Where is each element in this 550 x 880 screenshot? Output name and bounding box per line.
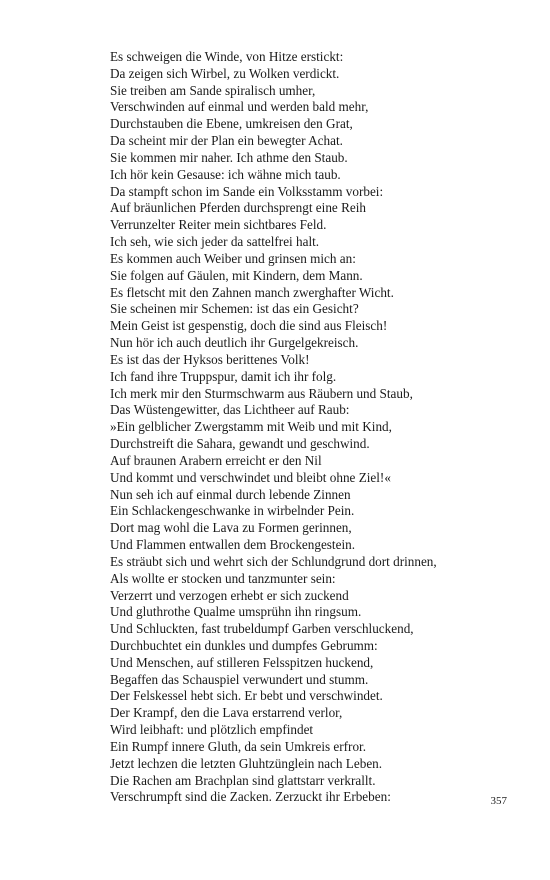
poem-line: Und kommt und verschwindet und bleibt ohne Ziel!« [110,469,391,485]
poem-line: Mein Geist ist gespenstig, doch die sind aus Fleisch! [110,318,388,334]
poem-line: Verschrumpft sind die Zacken. Zerzuckt ihr Erbeben: [110,789,391,805]
poem-line: »Ein gelblicher Zwergstamm mit Weib und mit Kind, [110,419,392,435]
poem-line: Ich hör kein Gesause: ich wähne mich taub. [110,166,341,182]
poem-line: Auf bräunlichen Pferden durchsprengt eine Reih [110,200,366,216]
poem-line: Ich seh, wie sich jeder da sattelfrei halt. [110,234,320,250]
poem-line: Es ist das der Hyksos berittenes Volk! [110,351,310,367]
poem-line: Begaffen das Schauspiel verwundert und stumm. [110,671,369,687]
poem-line: Es schweigen die Winde, von Hitze erstickt: [110,49,344,64]
poem-line: Durchbuchtet ein dunkles und dumpfes Gebrumm: [110,637,378,653]
poem-text-block [110,49,530,806]
poem-line: Die Rachen am Brachplan sind glattstarr verkrallt. [110,772,376,788]
poem-line: Ein Schlackengeschwanke in wirbelnder Pein. [110,503,355,519]
poem-line: Der Felskessel hebt sich. Er bebt und verschwindet. [110,688,383,704]
poem-line: Es sträubt sich und wehrt sich der Schlundgrund dort drinnen, [110,553,437,569]
poem-line: Durchstreift die Sahara, gewandt und geschwind. [110,436,370,452]
poem-line: Verschwinden auf einmal und werden bald mehr, [110,99,369,115]
poem-line: Verzerrt und verzogen erhebt er sich zuckend [110,587,349,603]
poem-line: Es fletscht mit den Zahnen manch zwerghafter Wicht. [110,284,394,300]
poem-line: Sie scheinen mir Schemen: ist das ein Gesicht? [110,301,359,317]
page-number: 357 [490,795,507,807]
poem-line: Da stampft schon im Sande ein Volksstamm vorbei: [110,183,384,199]
poem-line: Und Menschen, auf stilleren Felsspitzen huckend, [110,654,374,670]
poem-line: Da zeigen sich Wirbel, zu Wolken verdickt. [110,65,340,81]
poem-line: Sie folgen auf Gäulen, mit Kindern, dem Mann. [110,267,363,283]
poem-line: Und gluthrothe Qualme umsprühn ihn ringsum. [110,604,362,620]
poem-line: Und Flammen entwallen dem Brockengestein. [110,537,356,553]
poem-line: Nun hör ich auch deutlich ihr Gurgelgekreisch. [110,335,359,351]
poem-line: Sie treiben am Sande spiralisch umher, [110,82,316,98]
poem-line: Nun seh ich auf einmal durch lebende Zinnen [110,486,351,502]
poem-line: Ich fand ihre Truppspur, damit ich ihr folg. [110,368,337,384]
poem-line: Das Wüstengewitter, das Lichtheer auf Raub: [110,402,350,418]
poem-line: Da scheint mir der Plan ein bewegter Achat. [110,133,343,149]
poem-line: Wird leibhaft: und plötzlich empfindet [110,722,314,738]
poem-line: Auf braunen Arabern erreicht er den Nil [110,452,322,468]
poem-line: Der Krampf, den die Lava erstarrend verlor, [110,705,343,721]
poem-line: Als wollte er stocken und tanzmunter sein: [110,570,336,586]
poem-line: Dort mag wohl die Lava zu Formen gerinnen, [110,520,352,536]
poem-line: Jetzt lechzen die letzten Gluhtzünglein nach Leben. [110,755,383,771]
poem-line: Sie kommen mir naher. Ich athme den Staub. [110,149,348,165]
poem-line: Ich merk mir den Sturmschwarm aus Räubern und Staub, [110,385,413,401]
poem-line: Es kommen auch Weiber und grinsen mich an: [110,250,356,266]
poem-line: Und Schluckten, fast trubeldumpf Garben verschluckend, [110,621,414,637]
poem-line: Ein Rumpf innere Gluth, da sein Umkreis erfror. [110,738,366,754]
poem-line: Durchstauben die Ebene, umkreisen den Grat, [110,116,353,132]
poem-line: Verrunzelter Reiter mein sichtbares Feld. [110,217,327,233]
